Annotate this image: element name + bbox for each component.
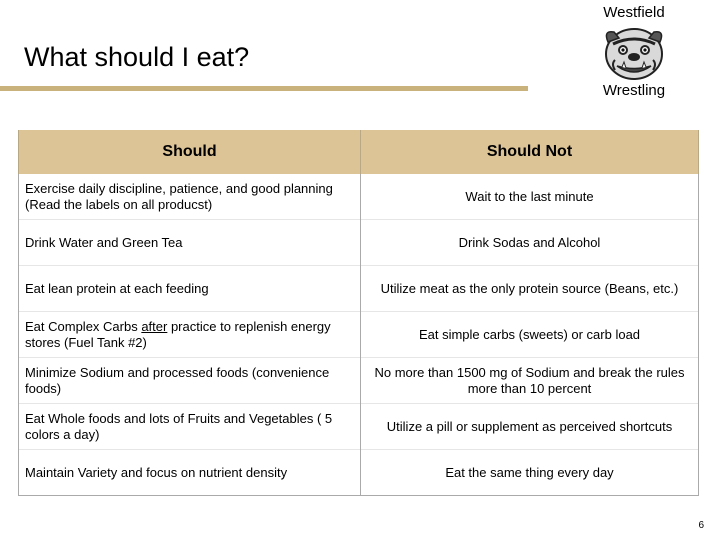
- brand-name-bottom: Wrestling: [602, 82, 666, 99]
- should-text-emphasis: after: [141, 318, 168, 334]
- should-not-cell: Eat simple carbs (sweets) or carb load: [361, 312, 699, 358]
- table-row: [19, 266, 699, 312]
- should-not-cell: Utilize a pill or supplement as perceived shortcuts: [361, 404, 699, 450]
- should-cell: Eat Whole foods and lots of Fruits and Vegetables ( 5 colors a day): [19, 404, 361, 450]
- should-cell: Eat lean protein at each feeding: [19, 266, 361, 312]
- column-header-should-not: Should Not: [361, 130, 699, 174]
- table-header-row: [19, 130, 699, 174]
- table-row: [19, 404, 699, 450]
- should-text-post: practice to replenish energy stores (Fuel Tank #2): [25, 318, 331, 350]
- should-not-cell: Eat the same thing every day: [361, 450, 699, 496]
- table-row: [19, 450, 699, 496]
- column-header-should: Should: [19, 130, 361, 174]
- should-cell: Maintain Variety and focus on nutrient density: [19, 450, 361, 496]
- table-row: [19, 174, 699, 220]
- page-title: What should I eat?: [24, 42, 250, 72]
- bulldog-mascot-icon: [599, 24, 669, 82]
- should-cell: [19, 312, 361, 358]
- should-vs-should-not-table: [18, 130, 699, 496]
- should-not-cell: Drink Sodas and Alcohol: [361, 220, 699, 266]
- team-brand: [588, 4, 680, 99]
- should-cell: Minimize Sodium and processed foods (convenience foods): [19, 358, 361, 404]
- should-text-pre: Eat Complex Carbs: [25, 318, 142, 334]
- should-not-cell: Wait to the last minute: [361, 174, 699, 220]
- brand-name-top: Westfield: [603, 4, 665, 21]
- table-row: [19, 358, 699, 404]
- should-not-cell: No more than 1500 mg of Sodium and break the rules more than 10 percent: [361, 358, 699, 404]
- should-not-cell: Utilize meat as the only protein source (Beans, etc.): [361, 266, 699, 312]
- should-cell: Exercise daily discipline, patience, and good planning (Read the labels on all producst): [19, 174, 361, 220]
- table-row: [19, 312, 699, 358]
- page-number: 6: [698, 520, 704, 531]
- should-cell: Drink Water and Green Tea: [19, 220, 361, 266]
- table-row: [19, 220, 699, 266]
- title-underline-rule: [0, 86, 528, 91]
